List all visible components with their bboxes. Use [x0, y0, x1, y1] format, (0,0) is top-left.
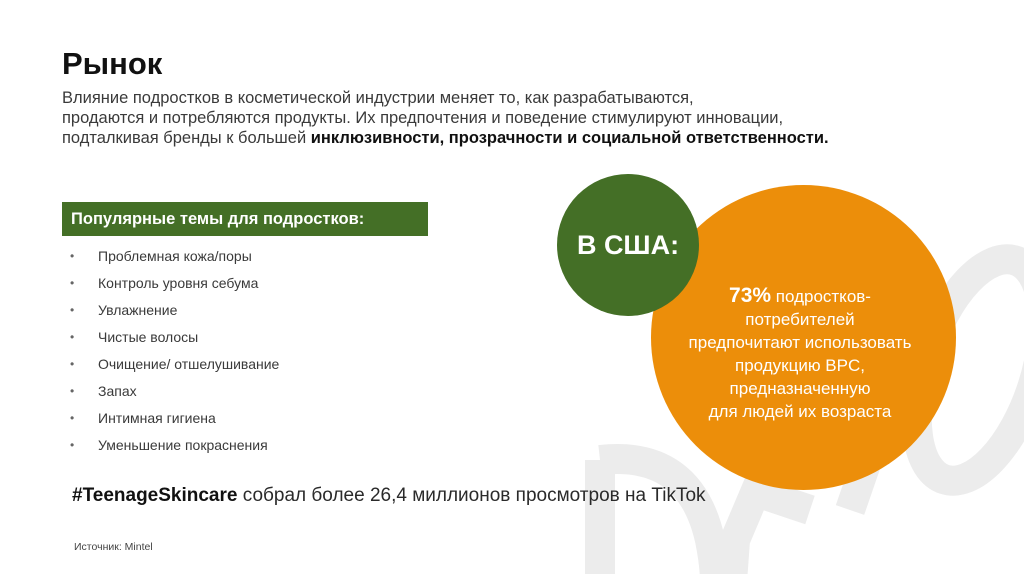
hashtag-tag: #TeenageSkincare	[72, 485, 238, 506]
intro-line-3	[62, 128, 862, 148]
stat-line-1-text: подростков-	[771, 287, 871, 306]
intro-line-2: продаются и потребляются продукты. Их предпочтения и поведение стимулируют инновации,	[62, 109, 784, 127]
topics-list	[70, 246, 279, 462]
bullet-icon: •	[70, 384, 75, 398]
list-item-label: Уменьшение покраснения	[98, 437, 268, 453]
page-title: Рынок	[62, 46, 163, 81]
usa-label: В США:	[576, 229, 680, 260]
intro-line-3-text: подталкивая бренды к большей	[62, 129, 311, 147]
list-item	[70, 327, 279, 354]
intro-paragraph	[62, 88, 862, 148]
stat-line-3: предпочитают использовать	[688, 333, 912, 352]
list-item	[70, 300, 279, 327]
bullet-icon: •	[70, 357, 75, 371]
list-item-label: Чистые волосы	[98, 329, 199, 345]
hashtag-statement	[72, 485, 706, 507]
bullet-icon: •	[70, 330, 75, 344]
hashtag-text: собрал более 26,4 миллионов просмотров на TikTok	[237, 485, 706, 506]
usa-statistic	[660, 284, 940, 423]
bullet-icon: •	[70, 303, 75, 317]
list-item	[70, 435, 279, 462]
list-item-label: Запах	[98, 383, 137, 399]
list-item	[70, 354, 279, 381]
list-item-label: Очищение/ отшелушивание	[98, 356, 280, 372]
topics-header: Популярные темы для подростков:	[62, 202, 428, 236]
list-item	[70, 246, 279, 273]
stat-line-2: потребителей	[745, 310, 855, 329]
stat-line-4: продукцию BPC,	[735, 356, 865, 375]
bullet-icon: •	[70, 411, 75, 425]
bullet-icon: •	[70, 276, 75, 290]
list-item-label: Увлажнение	[98, 302, 178, 318]
list-item	[70, 273, 279, 300]
list-item	[70, 381, 279, 408]
list-item-label: Проблемная кожа/поры	[98, 248, 252, 264]
bullet-icon: •	[70, 438, 75, 452]
list-item	[70, 408, 279, 435]
bullet-icon: •	[70, 249, 75, 263]
list-item-label: Интимная гигиена	[98, 410, 216, 426]
stat-line-6: для людей их возраста	[708, 402, 892, 421]
intro-emphasis: инклюзивности, прозрачности и социальной ответственности.	[310, 129, 829, 147]
stat-percent: 73%	[729, 284, 772, 307]
source-note: Источник: Mintel	[74, 541, 153, 553]
list-item-label: Контроль уровня себума	[98, 275, 259, 291]
intro-line-1: Влияние подростков в косметической индустрии меняет то, как разрабатываются,	[62, 89, 694, 107]
stat-line-1	[660, 284, 940, 308]
stat-line-5: предназначенную	[729, 379, 871, 398]
